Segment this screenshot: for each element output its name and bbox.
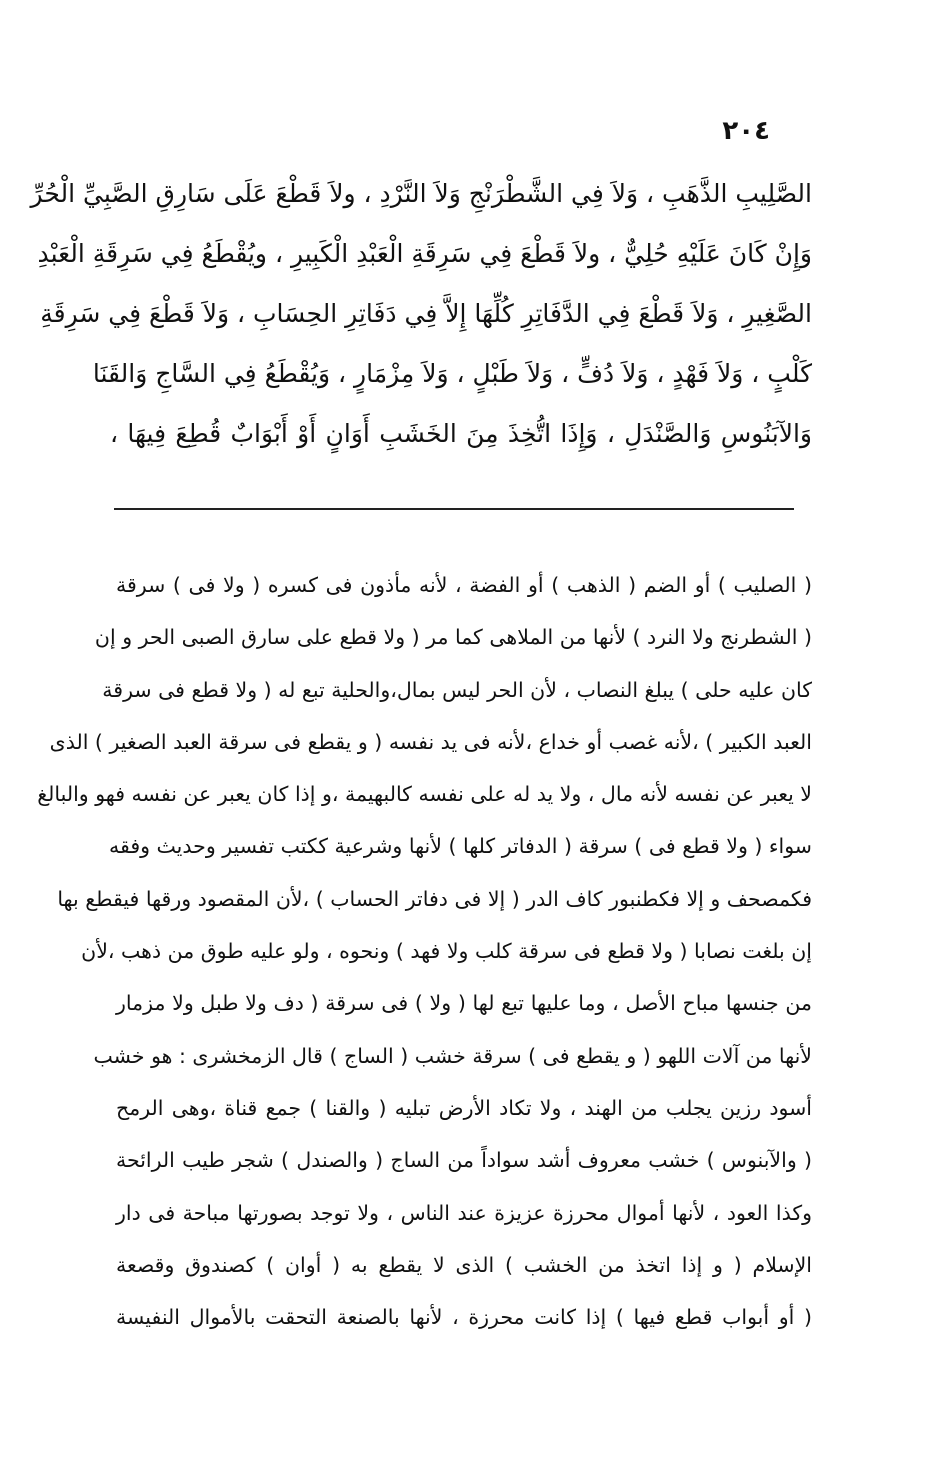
commentary-line: الإسلام ( و إذا اتخذ من الخشب ) الذى لا يقطع به ( أوان ) كصندوق وقصعة [116,1252,812,1277]
commentary-line: لأنها من آلات اللهو ( و يقطع فى ) سرقة خشب ( الساج ) قال الزمخشرى : هو خشب [93,1043,812,1068]
commentary-line: ( الشطرنج ولا النرد ) لأنها من الملاهى كما مر ( ولا قطع على سارق الصبى الحر و إن [94,625,812,650]
commentary-line: إن بلغت نصابا ( ولا قطع فى سرقة كلب ولا فهد ) ونحوه ، ولو عليه طوق من ذهب ،لأن [81,939,812,964]
main-text-block [30,168,812,468]
commentary-line: من جنسها مباح الأصل ، وما عليها تبع لها ( ولا ) فى سرقة ( دف ولا طبل ولا مزمار [116,991,812,1016]
main-text-line: الصَّلِيبِ الذَّهَبِ ، وَلاَ فِي الشَّطْرَنْجِ وَلاَ النَّرْدِ ، ولاَ قَطْعَ عَلَى سَارِقِ الصَّبِيِّ الْحُرِّ [30,179,812,208]
commentary-line: لا يعبر عن نفسه لأنه مال ، ولا يد له على نفسه كالبهيمة ،و إذا كان يعبر عن نفسه فهو والبالغ [37,782,812,807]
main-text-line: الصَّغِيرِ ، وَلاَ قَطْعَ فِي الدَّفَاتِرِ كُلِّهَا إِلاَّ فِي دَفَاتِرِ الحِسَابِ ، وَلاَ قَطْعَ فِي سَرِقَةِ [40,299,812,328]
commentary-line: وكذا العود ، لأنها أموال محرزة عزيزة عند الناس ، ولا توجد بصورتها مباحة فى دار [116,1200,812,1225]
main-text-line: وَالآبَنُوسِ وَالصَّنْدَلِ ، وَإِذَا اتُّخِذَ مِنَ الخَشَبِ أَوَانٍ أَوْ أَبْوَابٌ قُطِعَ فِيهَا ، [110,419,812,448]
commentary-line: أسود رزين يجلب من الهند ، ولا تكاد الأرض تبليه ( والقنا ) جمع قناة ،وهى الرمح [116,1095,812,1120]
commentary-line: فكمصحف و إلا فكطنبور كاف الدر ( إلا فى دفاتر الحساب ) ،لأن المقصود ورقها فيقطع بها [57,886,812,911]
main-text-line: وَإِنْ كَانَ عَلَيْهِ حُلِيٌّ ، ولاَ قَطْعَ فِي سَرِقَةِ الْعَبْدِ الْكَبِيرِ ، ويُقْطَعُ فِي سَرِقَةِ الْعَبْدِ [37,239,812,268]
page-number: ٢٠٤ [722,116,770,146]
commentary-line: سواء ( ولا قطع فى ) سرقة ( الدفاتر كلها ) لأنها وشرعية ككتب تفسير وحديث وفقه [108,834,812,859]
section-divider [114,508,794,510]
commentary-line: ( الصليب ) أو الضم ( الذهب ) أو الفضة ، لأنه مأذون فى كسره ( ولا فى ) سرقة [116,573,812,597]
commentary-line: ( أو أبواب قطع فيها ) إذا كانت محرزة ، لأنها بالصنعة التحقت بالأموال النفيسة [116,1305,812,1330]
commentary-line: كان عليه حلى ) يبلغ النصاب ، لأن الحر ليس بمال،والحلية تبع له ( ولا قطع فى سرقة [102,677,812,702]
main-text-line: كَلْبٍ ، وَلاَ فَهْدٍ ، وَلاَ دُفٍّ ، وَلاَ طَبْلٍ ، وَلاَ مِزْمَارٍ ، وَيُقْطَعُ فِي السَّاجِ وَالقَنَا [92,359,812,388]
commentary-block [37,562,812,1346]
commentary-line: ( والآبنوس ) خشب معروف أشد سواداً من الساج ( والصندل ) شجر طيب الرائحة [116,1148,812,1173]
commentary-line: العبد الكبير ) ،لأنه غصب أو خداع ،لأنه فى يد نفسه ( و يقطع فى سرقة العبد الصغير ) الذى [49,729,812,754]
